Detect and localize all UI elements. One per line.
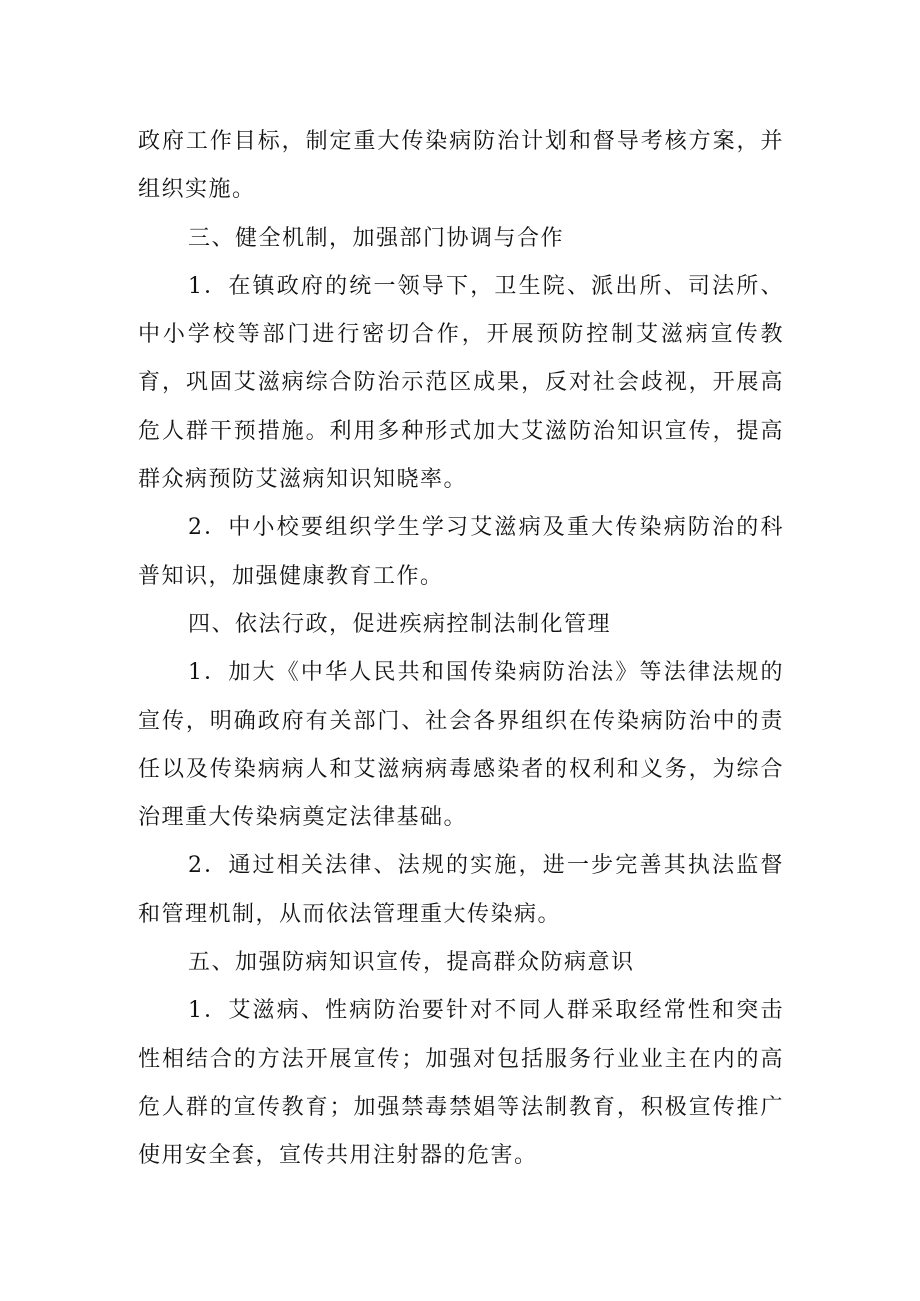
paragraph-item: 2．通过相关法律、法规的实施，进一步完善其执法监督和管理机制，从而依法管理重大传染病。 — [138, 853, 784, 927]
paragraph-item: 1．在镇政府的统一领导下，卫生院、派出所、司法所、中小学校等部门进行密切合作，开展预防控制艾滋病宣传教育，巩固艾滋病综合防治示范区成果，反对社会歧视，开展高危人群干预措施。利用多种形式加大艾滋防治知识宣传，提高群众病预防艾滋病知识知晓率。 — [138, 273, 784, 493]
document-body — [138, 118, 784, 1181]
paragraph-continuation: 政府工作目标，制定重大传染病防治计划和督导考核方案，并组织实施。 — [138, 129, 784, 203]
section-heading-five: 五、加强防病知识宣传，提高群众防病意识 — [188, 950, 635, 976]
section-heading-four: 四、依法行政，促进疾病控制法制化管理 — [188, 611, 612, 637]
paragraph-item: 1．艾滋病、性病防治要针对不同人群采取经常性和突击性相结合的方法开展宣传；加强对包括服务行业业主在内的高危人群的宣传教育；加强禁毒禁娼等法制教育，积极宣传推广使用安全套，宣传共用注射器的危害。 — [138, 998, 784, 1169]
paragraph-item: 1．加大《中华人民共和国传染病防治法》等法律法规的宣传，明确政府有关部门、社会各界组织在传染病防治中的责任以及传染病病人和艾滋病病毒感染者的权利和义务，为综合治理重大传染病奠定法律基础。 — [138, 660, 784, 831]
section-heading-three: 三、健全机制，加强部门协调与合作 — [188, 225, 565, 251]
paragraph-item: 2．中小校要组织学生学习艾滋病及重大传染病防治的科普知识，加强健康教育工作。 — [138, 515, 784, 589]
